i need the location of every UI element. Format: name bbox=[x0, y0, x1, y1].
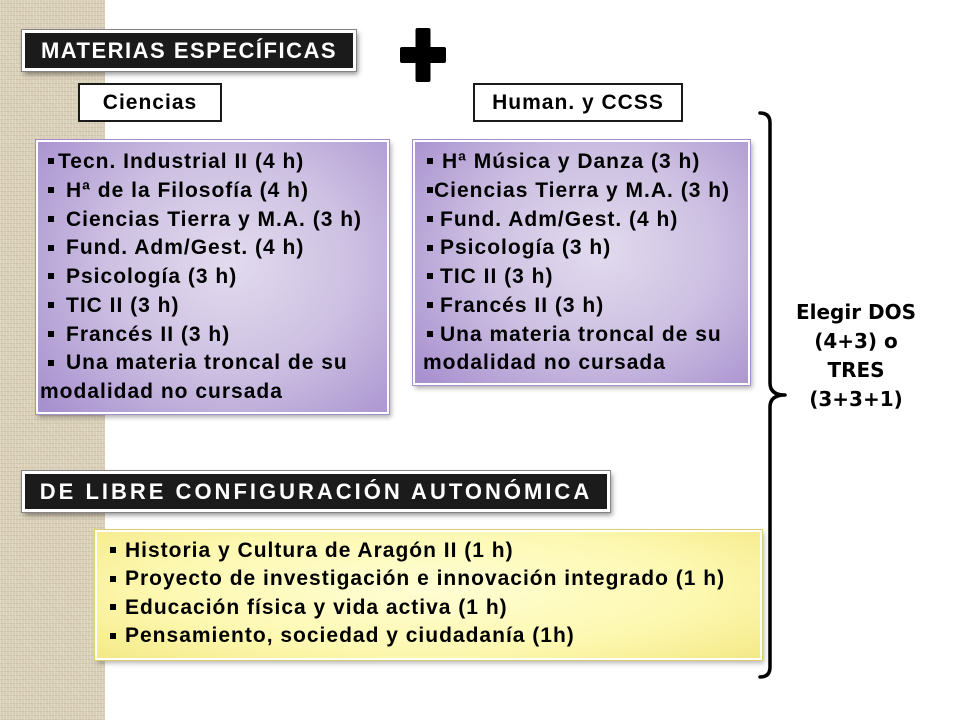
list-item bbox=[110, 565, 756, 593]
list-item-text: TIC II (3 h) bbox=[440, 265, 554, 288]
humanidades-label-text: Human. y CCSS bbox=[492, 90, 664, 114]
list-item bbox=[423, 206, 744, 235]
libre-configuracion-header bbox=[22, 471, 610, 512]
square-bullet-icon bbox=[427, 158, 433, 164]
list-item-text: Tecn. Industrial II (4 h) bbox=[58, 150, 305, 173]
materias-especificas-title: MATERIAS ESPECÍFICAS bbox=[40, 37, 338, 63]
humanidades-subject-box bbox=[413, 140, 750, 385]
list-item-text: Ciencias Tierra y M.A. (3 h) bbox=[66, 207, 363, 231]
list-item-text: Ciencias Tierra y M.A. (3 h) bbox=[434, 178, 731, 202]
list-item-text: Hª de la Filosofía (4 h) bbox=[66, 178, 309, 202]
list-item-text: Pensamiento, sociedad y ciudadanía (1h) bbox=[125, 624, 575, 648]
square-bullet-icon bbox=[48, 245, 54, 251]
humanidades-label bbox=[473, 83, 683, 122]
square-bullet-icon bbox=[48, 273, 54, 279]
square-bullet-icon bbox=[48, 187, 54, 193]
list-item-text: Francés II (3 h) bbox=[440, 293, 605, 317]
square-bullet-icon bbox=[48, 331, 54, 337]
list-item bbox=[40, 234, 383, 263]
list-item bbox=[110, 537, 756, 565]
list-item bbox=[423, 321, 744, 379]
list-item-text: Psicología (3 h) bbox=[66, 265, 238, 288]
square-bullet-icon bbox=[427, 273, 433, 279]
list-item-text: Una materia troncal de su modalidad no cursada bbox=[423, 322, 722, 375]
list-item-text: Francés II (3 h) bbox=[66, 322, 231, 346]
square-bullet-icon bbox=[110, 547, 116, 553]
list-item bbox=[423, 263, 744, 292]
choice-note-line: (4+3) o bbox=[814, 329, 898, 353]
square-bullet-icon bbox=[427, 216, 433, 222]
list-item-text: Educación física y vida activa (1 h) bbox=[125, 595, 508, 619]
libre-configuracion-title: DE LIBRE CONFIGURACIÓN AUTONÓMICA bbox=[39, 478, 593, 504]
plus-icon bbox=[398, 26, 448, 84]
square-bullet-icon bbox=[427, 245, 433, 251]
list-item-text: Fund. Adm/Gest. (4 h) bbox=[66, 236, 305, 260]
list-item bbox=[423, 177, 744, 206]
list-item bbox=[110, 594, 756, 622]
list-item bbox=[40, 321, 383, 350]
ciencias-label-text: Ciencias bbox=[102, 90, 198, 114]
square-bullet-icon bbox=[110, 604, 116, 610]
list-item bbox=[40, 206, 383, 235]
square-bullet-icon bbox=[48, 158, 54, 164]
list-item-text: Fund. Adm/Gest. (4 h) bbox=[440, 207, 679, 231]
list-item-text: Proyecto de investigación e innovación integrado (1 h) bbox=[125, 567, 726, 591]
libre-configuracion-box bbox=[95, 530, 762, 660]
list-item-text: Hª Música y Danza (3 h) bbox=[442, 150, 701, 173]
choice-note-line: TRES bbox=[827, 358, 885, 382]
list-item-text: Una materia troncal de su modalidad no cursada bbox=[40, 351, 348, 403]
square-bullet-icon bbox=[48, 302, 54, 308]
list-item bbox=[423, 234, 744, 263]
list-item bbox=[423, 292, 744, 321]
ciencias-label bbox=[78, 83, 222, 122]
square-bullet-icon bbox=[427, 302, 433, 308]
list-item bbox=[423, 148, 744, 177]
list-item-text: Psicología (3 h) bbox=[440, 236, 612, 260]
choice-note-line: Elegir DOS bbox=[795, 300, 917, 324]
square-bullet-icon bbox=[110, 576, 116, 582]
ciencias-subject-box bbox=[36, 140, 389, 414]
list-item bbox=[40, 177, 383, 206]
list-item-text: Historia y Cultura de Aragón II (1 h) bbox=[125, 539, 514, 562]
square-bullet-icon bbox=[48, 216, 54, 222]
list-item bbox=[40, 148, 383, 177]
choice-note-line: (3+3+1) bbox=[809, 387, 903, 411]
list-item bbox=[40, 292, 383, 321]
choice-note bbox=[786, 298, 926, 414]
square-bullet-icon bbox=[110, 633, 116, 639]
list-item bbox=[40, 263, 383, 292]
square-bullet-icon bbox=[427, 187, 433, 193]
list-item-text: TIC II (3 h) bbox=[66, 293, 180, 317]
list-item bbox=[110, 622, 756, 650]
list-item bbox=[40, 349, 383, 407]
square-bullet-icon bbox=[427, 331, 433, 337]
materias-especificas-header bbox=[22, 30, 356, 71]
square-bullet-icon bbox=[48, 360, 54, 366]
